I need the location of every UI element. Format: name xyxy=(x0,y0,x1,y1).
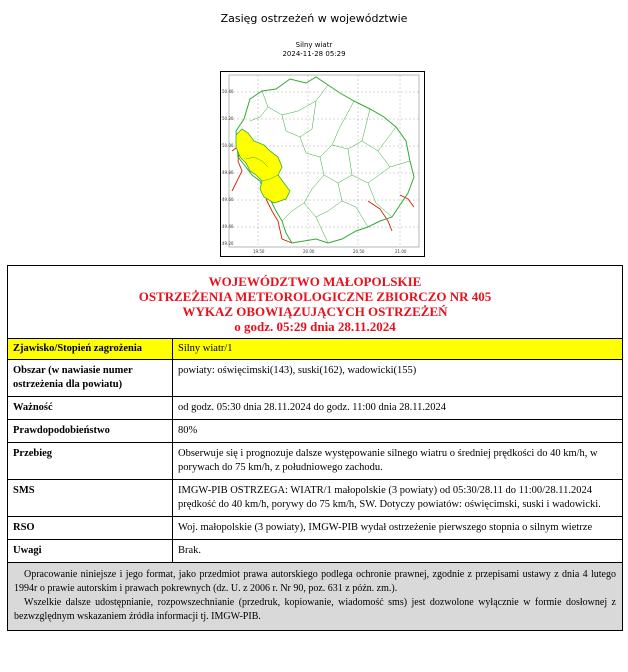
row-value-remarks: Brak. xyxy=(173,540,623,563)
lon-label: 20.00 xyxy=(303,249,315,254)
lat-label: 49.20 xyxy=(222,241,234,246)
lon-label: 21.00 xyxy=(395,249,407,254)
warning-map xyxy=(220,71,425,257)
lat-label: 50.20 xyxy=(222,116,234,121)
header-issue-time: o godz. 05:29 dnia 28.11.2024 xyxy=(234,319,396,334)
row-label-area: Obszar (w nawiasie numer ostrzeżenia dla powiatu) xyxy=(8,360,173,397)
table-row xyxy=(8,480,622,517)
row-label-remarks: Uwagi xyxy=(8,540,173,563)
table-row xyxy=(8,339,622,360)
warning-document xyxy=(7,265,623,631)
row-label-rso: RSO xyxy=(8,517,173,540)
row-label-sms: SMS xyxy=(8,480,173,517)
table-row xyxy=(8,360,622,397)
copyright-footer xyxy=(8,563,622,630)
row-value-phenomenon: Silny wiatr/1 xyxy=(173,339,623,360)
page-title: Zasięg ostrzeżeń w województwie xyxy=(220,12,408,25)
row-value-sms: IMGW-PIB OSTRZEGA: WIATR/1 małopolskie (3 powiaty) od 05:30/28.11 do 11:00/28.11.2024 prędkość do 40 km/h, porywy do 75 km/h, SW. Dotyczy powiatów: oświęcimski, suski i wadowicki. xyxy=(173,480,623,517)
header-list-title: WYKAZ OBOWIĄZUJĄCYCH OSTRZEŻEŃ xyxy=(182,304,448,319)
table-row xyxy=(8,517,622,540)
copyright-paragraph: Opracowanie niniejsze i jego format, jako przedmiot prawa autorskiego podlega ochronie prawnej, zgodnie z przepisami ustawy z dnia 4 lutego 1994r o prawie autorskim i prawach pokrewnych (dz. U. z 2006 r. Nr 90, poz. 631 z późn. zm.). xyxy=(14,569,616,594)
row-label-course: Przebieg xyxy=(8,443,173,480)
lat-label: 49.60 xyxy=(222,197,234,202)
warning-table xyxy=(8,339,622,563)
row-value-area: powiaty: oświęcimski(143), suski(162), wadowicki(155) xyxy=(173,360,623,397)
row-value-course: Obserwuje się i prognozuje dalsze występowanie silnego wiatru o średniej prędkości do 40 km/h, w porywach do 75 km/h, z południowego zachodu. xyxy=(173,443,623,480)
lat-label: 50.40 xyxy=(222,89,234,94)
lon-label: 20.50 xyxy=(353,249,365,254)
table-row xyxy=(8,540,622,563)
lon-label: 19.50 xyxy=(253,249,265,254)
table-row xyxy=(8,443,622,480)
map-timestamp-caption: 2024-11-28 05:29 xyxy=(282,50,346,58)
header-voivodeship: WOJEWÓDZTWO MAŁOPOLSKIE xyxy=(208,274,422,289)
map-phenomenon-caption: Silny wiatr xyxy=(295,41,333,49)
lat-label: 50.00 xyxy=(222,143,234,148)
distribution-paragraph: Wszelkie dalsze udostępnianie, rozpowszechnianie (przedruk, kopiowanie, wiadomość sms) jest dozwolone wyłącznie w formie dosłownej z bezwzględnym wskazaniem źródła informacji tj. IMGW-PIB. xyxy=(14,597,616,622)
lat-label: 49.40 xyxy=(222,224,234,229)
row-value-validity: od godz. 05:30 dnia 28.11.2024 do godz. 11:00 dnia 28.11.2024 xyxy=(173,397,623,420)
header-bulletin-number: OSTRZEŻENIA METEOROLOGICZNE ZBIORCZO NR 405 xyxy=(138,289,492,304)
table-row xyxy=(8,397,622,420)
row-label-probability: Prawdopodobieństwo xyxy=(8,420,173,443)
row-label-validity: Ważność xyxy=(8,397,173,420)
warning-header xyxy=(8,266,622,339)
row-label-phenomenon: Zjawisko/Stopień zagrożenia xyxy=(8,339,173,360)
row-value-rso: Woj. małopolskie (3 powiaty), IMGW-PIB wydał ostrzeżenie pierwszego stopnia o silnym wietrze xyxy=(173,517,623,540)
lat-label: 49.80 xyxy=(222,170,234,175)
table-row xyxy=(8,420,622,443)
row-value-probability: 80% xyxy=(173,420,623,443)
